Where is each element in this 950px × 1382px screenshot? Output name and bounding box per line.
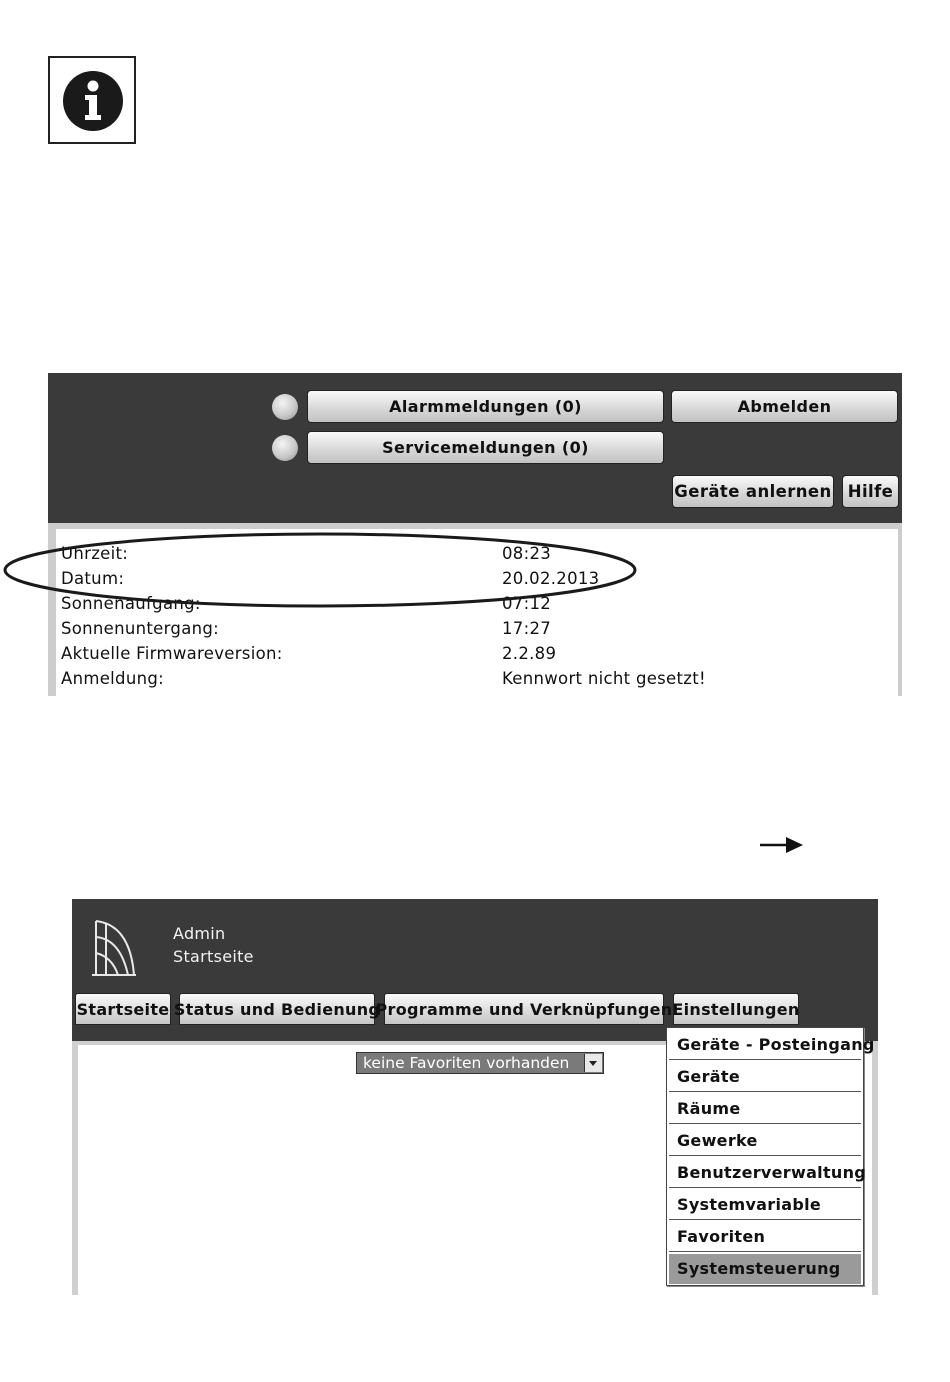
favorites-select[interactable] — [356, 1052, 604, 1074]
time-value: 08:23 — [502, 544, 552, 563]
login-value: Kennwort nicht gesetzt! — [502, 669, 706, 688]
menu-item-functions[interactable]: Gewerke — [669, 1126, 861, 1156]
settings-dropdown-menu — [666, 1027, 875, 1286]
info-icon — [62, 70, 124, 132]
time-label: Uhrzeit: — [61, 544, 129, 563]
menu-item-user-management[interactable]: Benutzerverwaltung — [669, 1158, 861, 1188]
chevron-down-icon[interactable] — [584, 1054, 602, 1072]
date-label: Datum: — [61, 569, 125, 588]
settings-screenshot — [72, 899, 878, 1295]
info-box — [48, 56, 136, 144]
menu-item-favorites[interactable]: Favoriten — [669, 1222, 861, 1252]
service-messages-button[interactable]: Servicemeldungen (0) — [307, 431, 664, 464]
menu-item-devices[interactable]: Geräte — [669, 1062, 861, 1092]
service-status-led-icon — [272, 435, 298, 461]
sunrise-label: Sonnenaufgang: — [61, 594, 201, 613]
menu-item-inbox[interactable]: Geräte - Posteingang — [669, 1030, 861, 1060]
logout-button[interactable]: Abmelden — [671, 390, 898, 423]
current-page-label: Startseite — [173, 947, 254, 966]
menu-item-system-control[interactable]: Systemsteuerung — [669, 1254, 861, 1284]
nav-tab-settings[interactable]: Einstellungen — [673, 993, 799, 1025]
menu-item-rooms[interactable]: Räume — [669, 1094, 861, 1124]
status-header-bar — [48, 373, 902, 523]
menu-item-system-variable[interactable]: Systemvariable — [669, 1190, 861, 1220]
user-name: Admin — [173, 924, 226, 943]
nav-tab-programs[interactable]: Programme und Verknüpfungen — [384, 993, 664, 1025]
login-label: Anmeldung: — [61, 669, 164, 688]
help-button[interactable]: Hilfe — [842, 475, 899, 508]
arrow-right-icon — [760, 836, 804, 854]
homematic-logo-icon — [90, 917, 138, 979]
sunset-label: Sonnenuntergang: — [61, 619, 219, 638]
alarm-status-led-icon — [272, 394, 298, 420]
firmware-value: 2.2.89 — [502, 644, 557, 663]
sunset-value: 17:27 — [502, 619, 552, 638]
sunrise-value: 07:12 — [502, 594, 552, 613]
date-value: 20.02.2013 — [502, 569, 600, 588]
firmware-label: Aktuelle Firmwareversion: — [61, 644, 283, 663]
nav-tab-status[interactable]: Status und Bedienung — [179, 993, 375, 1025]
highlight-ellipse — [0, 530, 650, 614]
learn-devices-button[interactable]: Geräte anlernen — [672, 475, 834, 508]
alarm-messages-button[interactable]: Alarmmeldungen (0) — [307, 390, 664, 423]
favorites-select-value: keine Favoriten vorhanden — [363, 1054, 570, 1072]
nav-tab-startseite[interactable]: Startseite — [75, 993, 171, 1025]
webui-header-bar — [72, 899, 878, 1041]
